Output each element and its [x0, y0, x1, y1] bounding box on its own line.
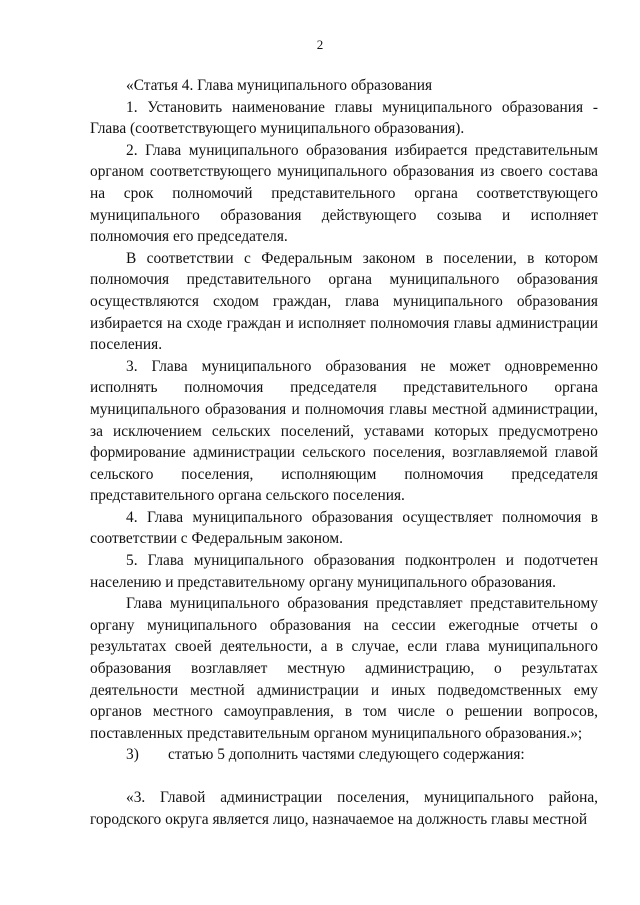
paragraph: Глава муниципального образования представляет представительному органу муниципального образования на сессии ежегодные отчеты о результатах своей деятельности, а в случае, если глава муниципального образования возглавляет местную администрацию, о результатах деятельности местной администрации и иных подведомственных ему органов местного самоуправления, в том числе о решении вопросов, поставленных представительным органом муниципального образования.»;	[90, 595, 598, 742]
list-item-number: 3)	[126, 746, 139, 764]
paragraph: «3. Главой администрации поселения, муниципального района, городского округа является лицо, назначаемое на должность главы местной	[90, 789, 598, 828]
paragraph: 5. Глава муниципального образования подконтролен и подотчетен населению и представительному органу муниципального образования.	[90, 552, 598, 591]
page-number: 2	[316, 37, 324, 52]
article-heading: «Статья 4. Глава муниципального образования	[126, 77, 433, 94]
paragraph: 4. Глава муниципального образования осуществляет полномочия в соответствии с Федеральным законом.	[90, 508, 598, 548]
list-item-3	[90, 744, 598, 766]
paragraph: 1. Установить наименование главы муниципального образования - Глава (соответствующего муниципального образования).	[90, 98, 598, 138]
spacer	[90, 766, 598, 787]
list-item-text: статью 5 дополнить частями следующего содержания:	[168, 746, 525, 764]
document-body	[90, 75, 598, 830]
paragraph: 2. Глава муниципального образования избирается представительным органом соответствующего муниципального образования из своего состава на срок полномочий представительного органа соответствующего муниципального образования действующего созыва и исполняет полномочия его председателя.	[90, 141, 598, 246]
paragraph: В соответствии с Федеральным законом в поселении, в котором полномочия представительного органа муниципального образования осуществляются сходом граждан, глава муниципального образования избирается на сходе граждан и исполняет полномочия главы администрации поселения.	[90, 249, 598, 354]
paragraph: 3. Глава муниципального образования не может одновременно исполнять полномочия председателя представительного органа муниципального образования и полномочия главы местной администрации, за исключением сельских поселений, уставами которых предусмотрено формирование администрации сельского поселения, возглавляемой главой сельского поселения, исполняющим полномочия председателя представительного органа сельского поселения.	[90, 357, 598, 505]
